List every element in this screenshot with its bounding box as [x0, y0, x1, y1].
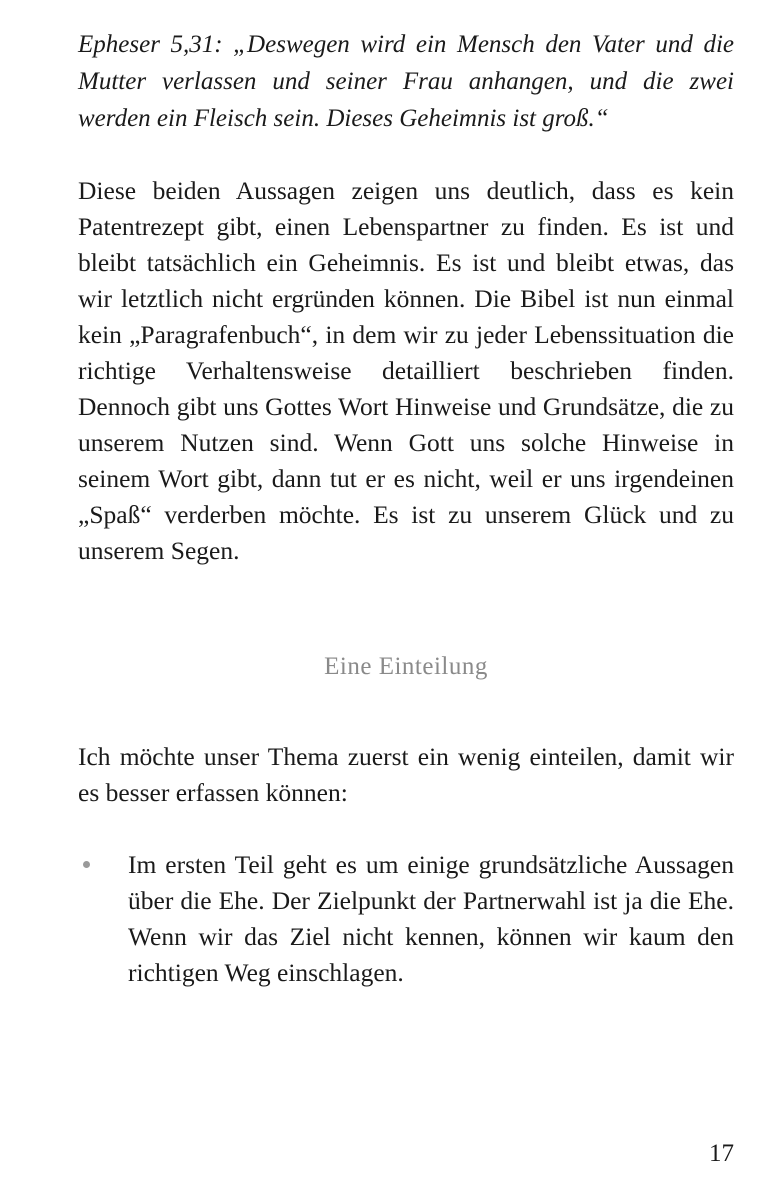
bible-quote: Epheser 5,31: „Deswegen wird ein Mensch den Vater und die Mutter verlassen und seiner Frau anhangen, und die zwei werden ein Fleisch sein. Dieses Geheimnis ist groß.“ — [78, 31, 734, 132]
page-number: 17 — [709, 1140, 734, 1167]
book-page — [78, 26, 734, 991]
body-paragraph-1: Diese beiden Aussagen zeigen uns deutlich, dass es kein Patentrezept gibt, einen Lebenspartner zu finden. Es ist und bleibt tatsächlich ein Geheimnis. Es ist und bleibt etwas, das wir letztlich nicht ergründen können. Die Bibel ist nun einmal kein „Paragrafenbuch“, in dem wir zu jeder Lebenssituation die richtige Verhaltensweise detailliert beschrieben finden. Dennoch gibt uns Gottes Wort Hinweise und Grundsätze, die zu unserem Nutzen sind. Wenn Gott uns solche Hinweise in seinem Wort gibt, dann tut er es nicht, weil er uns irgendeinen „Spaß“ verderben möchte. Es ist zu unserem Glück und zu unserem Segen. — [78, 176, 734, 565]
bullet-item — [78, 847, 734, 991]
section-heading: Eine Einteilung — [324, 653, 488, 680]
body-paragraph-2: Ich möchte unser Thema zuerst ein wenig einteilen, damit wir es besser erfassen können: — [78, 742, 734, 807]
bullet-item-text: Im ersten Teil geht es um einige grundsätzliche Aussagen über die Ehe. Der Zielpunkt der Partnerwahl ist ja die Ehe. Wenn wir das Ziel nicht kennen, können wir kaum den richtigen Weg einschlagen. — [128, 850, 734, 987]
bullet-dot-icon — [83, 861, 90, 868]
bullet-list — [78, 847, 734, 991]
